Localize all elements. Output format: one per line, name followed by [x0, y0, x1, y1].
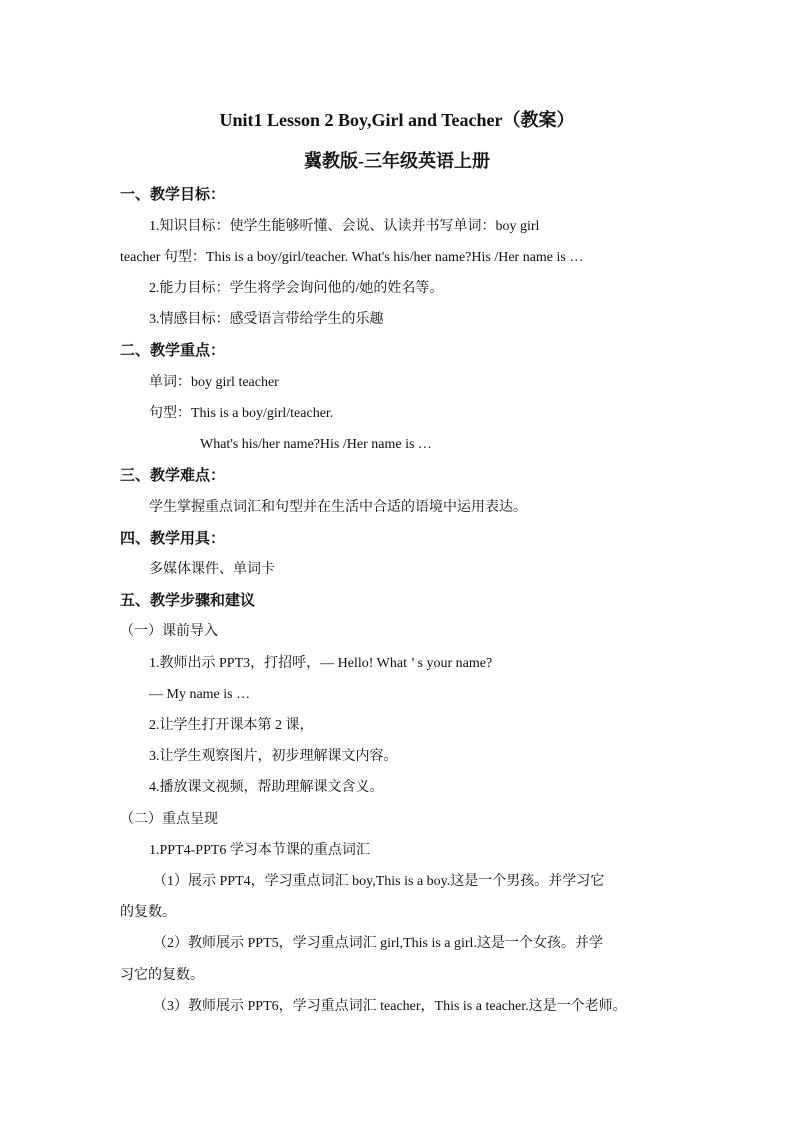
section-heading-difficulties: 三、教学难点： [120, 468, 226, 484]
objective-knowledge-line2: teacher 句型：This is a boy/girl/teacher. What's his/her name?His /Her name is … [120, 250, 584, 265]
key-points-words: 单词：boy girl teacher [149, 375, 279, 390]
steps-sub2-line3a: （2）教师展示 PPT5，学习重点词汇 girl,This is a girl.这是一个女孩。并学 [153, 936, 603, 951]
section-heading-key-points: 二、教学重点： [120, 343, 226, 359]
steps-sub1-line3: 2.让学生打开课本第 2 课， [149, 718, 314, 733]
steps-sub2-line3b: 习它的复数。 [120, 968, 204, 983]
steps-sub1-line2: — My name is … [149, 687, 251, 702]
steps-sub2-heading: （二）重点呈现 [120, 812, 218, 827]
objective-emotion: 3.情感目标：感受语言带给学生的乐趣 [149, 312, 384, 327]
objective-knowledge-line1: 1.知识目标：使学生能够听懂、会说、认读并书写单词：boy girl [149, 219, 540, 234]
section-heading-objectives: 一、教学目标： [120, 187, 226, 203]
tools-text: 多媒体课件、单词卡 [149, 562, 275, 577]
steps-sub2-line1: 1.PPT4-PPT6 学习本节课的重点词汇 [149, 843, 370, 858]
section-heading-steps: 五、教学步骤和建议 [120, 593, 256, 609]
difficulties-text: 学生掌握重点词汇和句型并在生活中合适的语境中运用表达。 [149, 500, 527, 515]
key-points-pattern2: What's his/her name?His /Her name is … [200, 437, 432, 452]
steps-sub2-line4: （3）教师展示 PPT6，学习重点词汇 teacher，This is a teacher.这是一个老师。 [153, 999, 627, 1014]
key-points-pattern1: 句型：This is a boy/girl/teacher. [149, 406, 334, 421]
steps-sub1-heading: （一）课前导入 [120, 624, 218, 639]
steps-sub1-line1: 1.教师出示 PPT3，打招呼，— Hello! What ’ s your name? [149, 656, 493, 671]
document-subtitle: 冀教版-三年级英语上册 [304, 151, 490, 171]
section-heading-tools: 四、教学用具： [120, 531, 226, 547]
steps-sub2-line2b: 的复数。 [120, 905, 176, 920]
objective-ability: 2.能力目标：学生将学会询问他的/她的姓名等。 [149, 281, 444, 296]
document-title: Unit1 Lesson 2 Boy,Girl and Teacher（教案） [219, 110, 575, 130]
steps-sub2-line2a: （1）展示 PPT4，学习重点词汇 boy,This is a boy.这是一个男孩。并学习它 [153, 874, 605, 889]
steps-sub1-line4: 3.让学生观察图片，初步理解课文内容。 [149, 749, 398, 764]
steps-sub1-line5: 4.播放课文视频，帮助理解课文含义。 [149, 780, 384, 795]
